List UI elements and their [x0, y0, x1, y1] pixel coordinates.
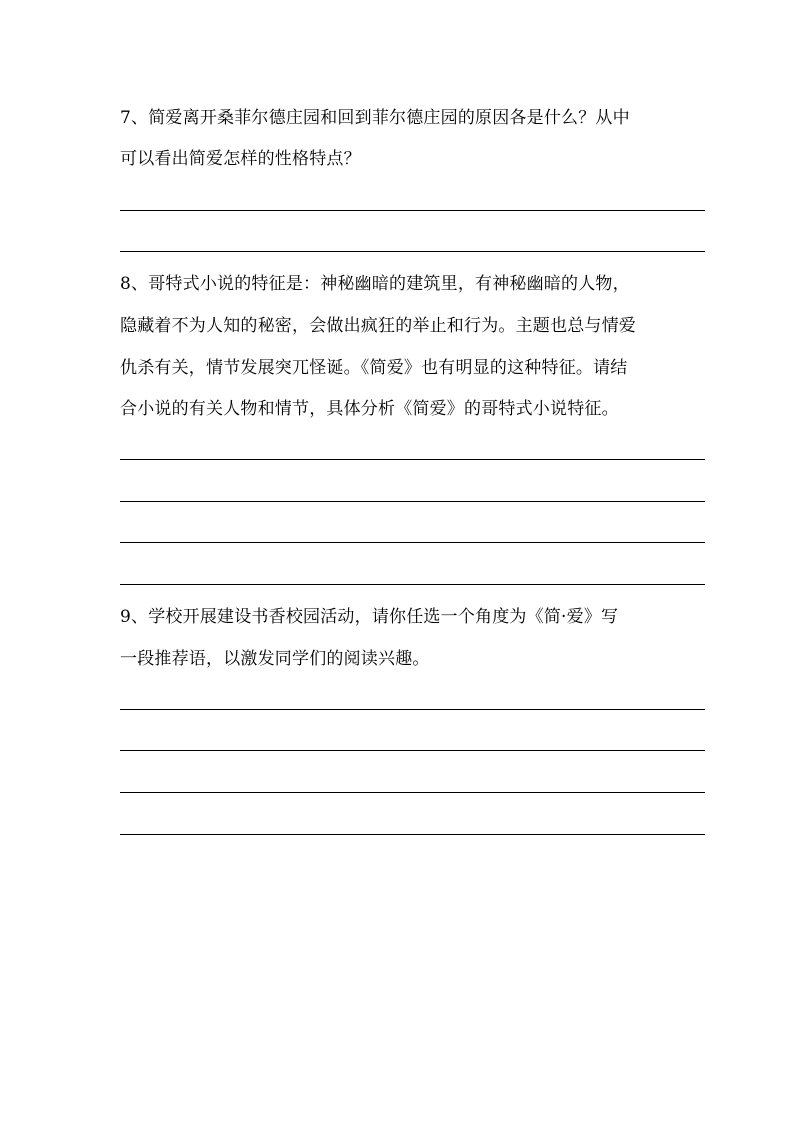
answer-line-7-1	[120, 210, 705, 211]
answer-line-8-2	[120, 501, 705, 502]
question-7-line-1: 7、简爱离开桑菲尔德庄园和回到菲尔德庄园的原因各是什么？从中	[120, 108, 630, 128]
question-8-line-2: 隐藏着不为人知的秘密，会做出疯狂的举止和行为。主题也总与情爱	[120, 316, 636, 336]
question-9-line-1: 9、学校开展建设书香校园活动，请你任选一个角度为《简·爱》写	[120, 607, 619, 627]
question-8-line-4: 合小说的有关人物和情节，具体分析《简爱》的哥特式小说特征。	[120, 399, 619, 419]
answer-line-9-4	[120, 834, 705, 835]
question-8-line-3: 仇杀有关，情节发展突兀怪诞。《简爱》也有明显的这种特征。请结	[120, 358, 628, 378]
answer-line-8-4	[120, 584, 705, 585]
question-7-line-2: 可以看出简爱怎样的性格特点？	[120, 149, 361, 169]
question-8-line-1: 8、哥特式小说的特征是：神秘幽暗的建筑里，有神秘幽暗的人物，	[120, 274, 630, 294]
answer-line-7-2	[120, 251, 705, 252]
answer-line-9-3	[120, 792, 705, 793]
answer-line-8-1	[120, 459, 705, 460]
answer-line-9-2	[120, 750, 705, 751]
question-9-line-2: 一段推荐语，以激发同学们的阅读兴趣。	[120, 649, 430, 669]
answer-line-8-3	[120, 542, 705, 543]
answer-line-9-1	[120, 709, 705, 710]
